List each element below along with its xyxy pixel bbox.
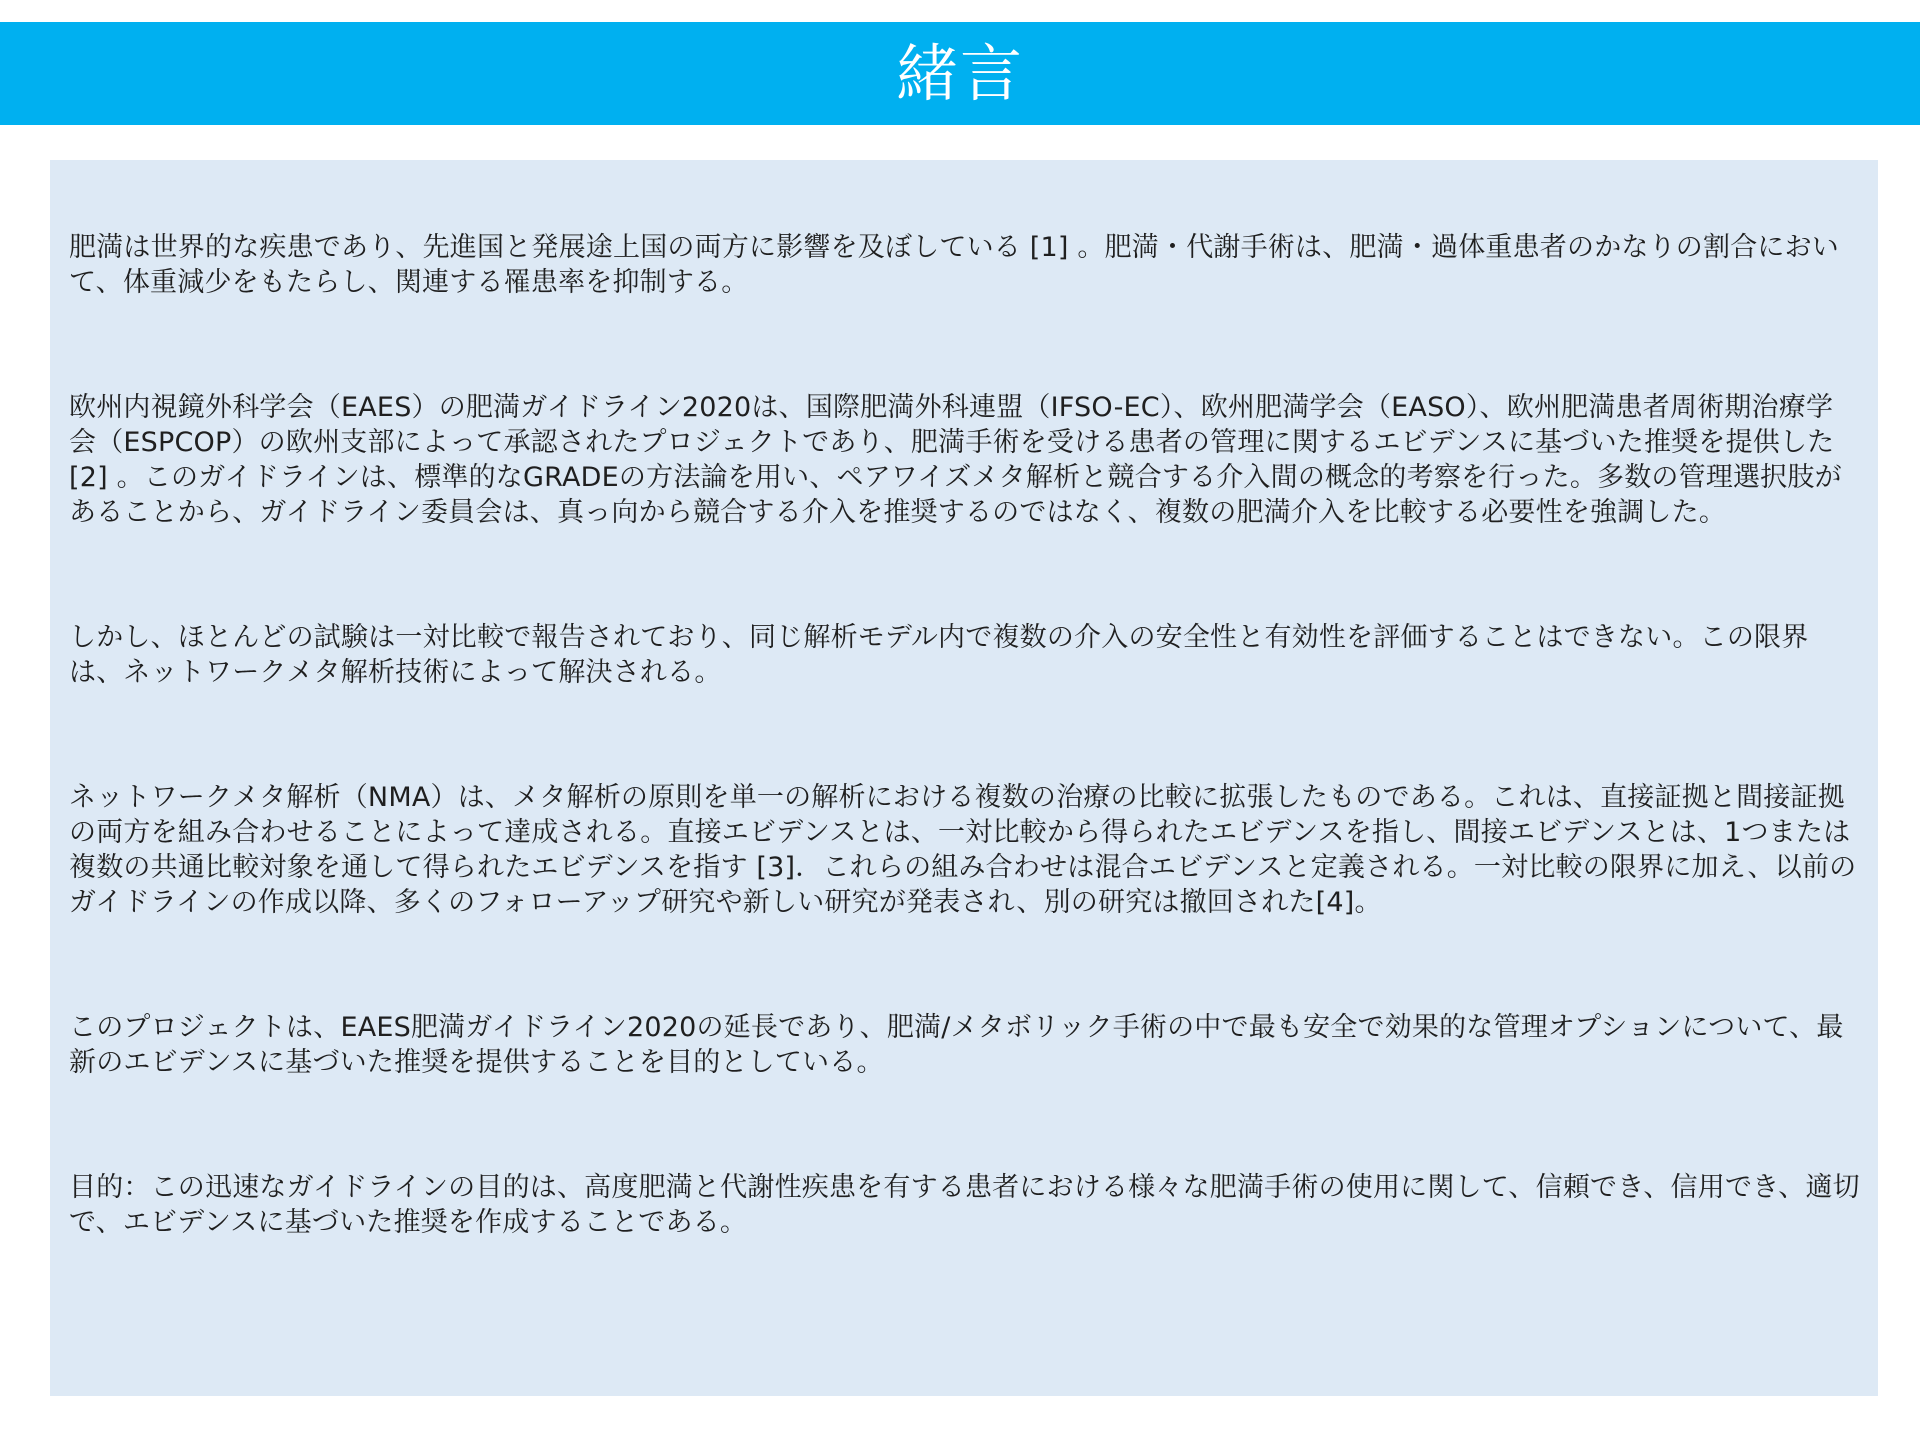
paragraph-eaes-guideline: 欧州内視鏡外科学会（EAES）の肥満ガイドライン2020は、国際肥満外科連盟（IFSO-EC）、欧州肥満学会（EASO）、欧州肥満患者周術期治療学会（ESPCOP）の欧州支部によって承認されたプロジェクトであり、肥満手術を受ける患者の管理に関するエビデンスに基づいた推奨を提供した [2] 。このガイドラインは、標準的なGRADEの方法論を用い、ペアワイズメタ解析と競合する介入間の概念的考察を行った。多数の管理選択肢があることから、ガイドライン委員会は、真っ向から競合する介入を推奨するのではなく、複数の肥満介入を比較する必要性を強調した。 <box>69 392 1842 528</box>
paragraph-project-extension: このプロジェクトは、EAES肥満ガイドライン2020の延長であり、肥満/メタボリック手術の中で最も安全で効果的な管理オプションについて、最新のエビデンスに基づいた推奨を提供することを目的としている。 <box>69 1012 1844 1078</box>
paragraph-pairwise-limitation: しかし、ほとんどの試験は一対比較で報告されており、同じ解析モデル内で複数の介入の安全性と有効性を評価することはできない。この限界は、ネットワークメタ解析技術によって解決される。 <box>69 622 1809 688</box>
content-box <box>50 160 1878 1396</box>
page-title: 緒言 <box>895 36 1024 110</box>
paragraph-objective: 目的：この迅速なガイドラインの目的は、高度肥満と代謝性疾患を有する患者における様々な肥満手術の使用に関して、信頼でき、信用でき、適切で、エビデンスに基づいた推奨を作成することである。 <box>69 1172 1860 1238</box>
paragraph-network-meta-analysis: ネットワークメタ解析（NMA）は、メタ解析の原則を単一の解析における複数の治療の比較に拡張したものである。これは、直接証拠と間接証拠の両方を組み合わせることによって達成される。直接エビデンスとは、一対比較から得られたエビデンスを指し、間接エビデンスとは、1つまたは複数の共通比較対象を通して得られたエビデンスを指す [3]．これらの組み合わせは混合エビデンスと定義される。一対比較の限界に加え、以前のガイドラインの作成以降、多くのフォローアップ研究や新しい研究が発表され、別の研究は撤回された[4]。 <box>69 782 1857 918</box>
paragraph-background: 肥満は世界的な疾患であり、先進国と発展途上国の両方に影響を及ぼしている [1] 。肥満・代謝手術は、肥満・過体重患者のかなりの割合において、体重減少をもたらし、関連する罹患率を抑制する。 <box>69 232 1840 298</box>
title-bar <box>0 22 1920 125</box>
